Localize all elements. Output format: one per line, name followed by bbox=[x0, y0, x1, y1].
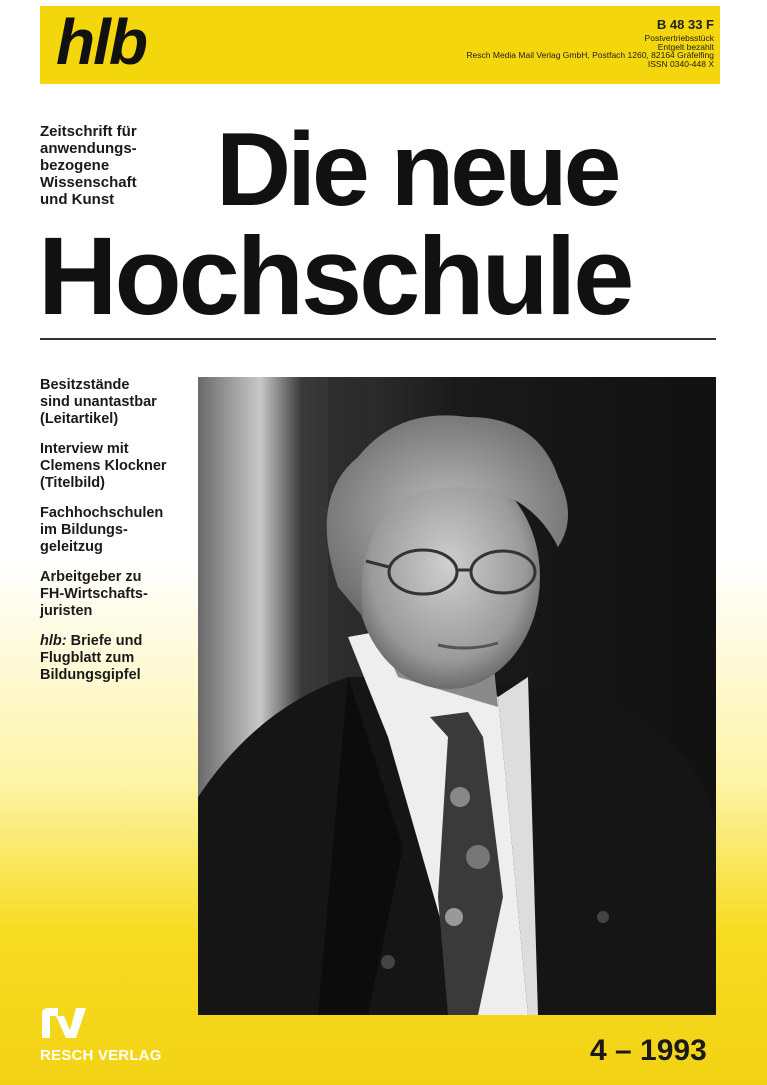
toc-item bbox=[40, 569, 200, 620]
toc-item bbox=[40, 505, 200, 556]
subtitle-line: Wissenschaft bbox=[40, 174, 137, 191]
toc-emphasis: hlb: bbox=[40, 633, 67, 649]
toc-line: Arbeitgeber zu bbox=[40, 569, 142, 585]
toc-line bbox=[40, 633, 200, 650]
toc-line: Clemens Klockner bbox=[40, 458, 167, 474]
toc-line: Flugblatt zum bbox=[40, 650, 135, 666]
portrait-illustration bbox=[198, 377, 716, 1015]
cover-photo bbox=[198, 377, 716, 1015]
issn: ISSN 0340-448 X bbox=[647, 59, 714, 70]
postal-info bbox=[466, 18, 714, 69]
toc-line-rest: Briefe und bbox=[66, 633, 143, 649]
toc-line: Interview mit bbox=[40, 441, 129, 457]
publisher-name: RESCH VERLAG bbox=[40, 1047, 162, 1064]
postal-info-line: Postvertriebsstück bbox=[644, 32, 714, 43]
subtitle-line: und Kunst bbox=[40, 191, 115, 208]
subtitle-line: Zeitschrift für bbox=[40, 123, 137, 140]
toc-line: Besitzstände bbox=[40, 377, 130, 393]
publisher-mark-icon bbox=[38, 1004, 90, 1042]
postal-info-line: Entgelt bezahlt bbox=[657, 41, 714, 52]
title-divider bbox=[40, 338, 716, 340]
title-line-2: Hochschule bbox=[38, 215, 632, 338]
hlb-logo: hlb bbox=[56, 6, 146, 78]
toc-line: Bildungsgipfel bbox=[40, 667, 141, 683]
subtitle-line: bezogene bbox=[40, 157, 110, 174]
toc-line: (Leitartikel) bbox=[40, 411, 119, 427]
toc-line: FH-Wirtschafts- bbox=[40, 586, 148, 602]
subtitle-line: anwendungs- bbox=[40, 140, 137, 157]
title-line-1: Die neue bbox=[216, 112, 618, 228]
toc-item bbox=[40, 377, 200, 428]
toc-line: (Titelbild) bbox=[40, 475, 105, 491]
journal-subtitle bbox=[40, 123, 190, 208]
resch-verlag-logo bbox=[38, 1004, 90, 1047]
toc-line: juristen bbox=[40, 603, 93, 619]
masthead-bar bbox=[40, 6, 720, 84]
postal-code: B 48 33 F bbox=[656, 17, 714, 32]
issue-number: 4 – 1993 bbox=[590, 1034, 707, 1067]
toc-line: sind unantastbar bbox=[40, 394, 157, 410]
toc-item bbox=[40, 633, 200, 684]
toc-line: Fachhochschulen bbox=[40, 505, 164, 521]
postal-info-line: Resch Media Mail Verlag GmbH, Postfach 1260, 82164 Gräfelfing bbox=[466, 50, 714, 61]
toc-item bbox=[40, 441, 200, 492]
toc-line: geleitzug bbox=[40, 539, 103, 555]
toc-line: im Bildungs- bbox=[40, 522, 128, 538]
table-of-contents bbox=[40, 377, 200, 697]
